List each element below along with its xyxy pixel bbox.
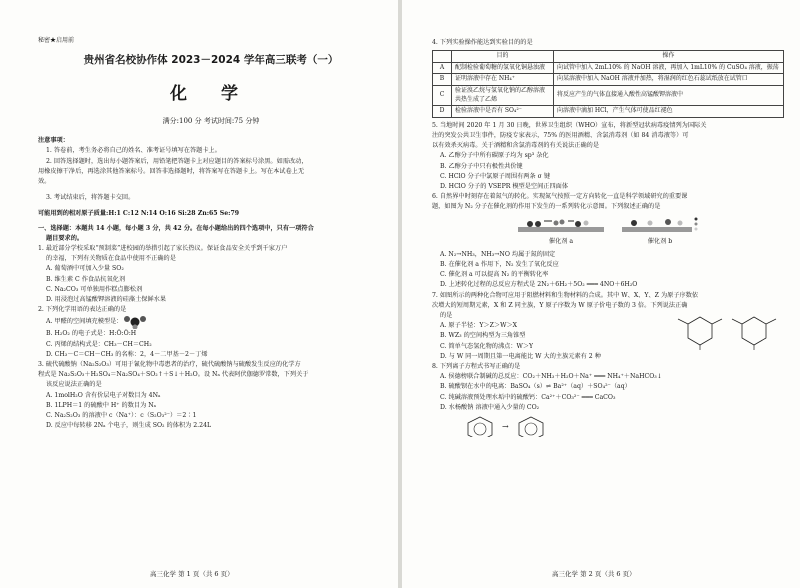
option: D. CH₃－C＝CH－CH₃ 的名称：2，4－二甲基－2－丁烯 xyxy=(46,350,208,358)
table-row xyxy=(433,106,784,118)
exam-page-1 xyxy=(0,0,398,588)
question-8: 8. 下列离子方程式书写正确的是 xyxy=(432,363,521,371)
option: A. 甲醛的空间填充模型是： xyxy=(46,318,123,326)
reaction-arrow-icon: → xyxy=(502,421,509,431)
question-5-cont: 注的突发公共卫生事件，防疫专家表示，75% 的医用酒精、含氯消毒剂（如 84 消毒液等）可 xyxy=(432,131,689,139)
option: D. 与 W 同一周期且第一电离能比 W 大的主族元素有 2 种 xyxy=(440,352,601,360)
notes-title: 注意事项： xyxy=(38,137,69,145)
subject-title: 化 学 xyxy=(170,84,252,105)
question-6: 6. 自然界中时刻存在着氮气的转化。实现氮气按照一定方向转化一直是科学领域研究的重要课 xyxy=(432,193,688,201)
table-row xyxy=(433,85,784,105)
table-cell: B xyxy=(433,74,452,86)
option: B. WZ₃ 的空间构型为三角锥型 xyxy=(440,332,526,340)
option: D. 上述转化过程的总反应方程式是 2N₂＋6H₂＋5O₂ ═══ 4NO＋6H₂O xyxy=(440,281,638,289)
option: A. N₂→NH₃，NH₃→NO 均属于氮的固定 xyxy=(440,250,556,258)
salicylate-reaction-figure xyxy=(462,415,784,437)
page-footer: 高三化学 第 2 页（共 6 页） xyxy=(552,570,636,578)
option: D. 水杨酸钠 溶液中通入少量的 CO₂ xyxy=(440,403,540,411)
question-7-cont: 的是 xyxy=(440,312,453,320)
option: A. 侯德榜联合制碱的总反应：CO₂＋NH₃＋H₂O＋Na⁺ ═══ NH₄⁺＋NaHCO₃↓ xyxy=(440,373,662,381)
question-7-options xyxy=(432,311,533,352)
question-1-cont: 的幸福，下列有关物质在食品中使用不正确的是 xyxy=(46,255,176,263)
catalyst-a-diagram-icon xyxy=(516,215,606,233)
question-7-body xyxy=(432,311,784,352)
benzene-ring-icon xyxy=(462,415,498,437)
option: C. 简单气态氢化物的沸点：W＞Y xyxy=(440,342,534,350)
option: B. 硫酸钡在水中的电离：BaSO₄（s）⇌ Ba²⁺（aq）＋SO₄²⁻（aq） xyxy=(440,383,631,391)
catalyst-b-label: 催化剂 b xyxy=(647,237,673,245)
table-row xyxy=(433,62,784,74)
catalyst-b-diagram-icon xyxy=(620,215,700,233)
page-footer: 高三化学 第 1 页（共 6 页） xyxy=(150,570,234,578)
question-7-cont: 次增大的短周期元素，X 和 Z 同主族，Y 原子序数为 W 原子价电子数的 3 倍。下列说法正确 xyxy=(432,301,688,309)
catalyst-a-label: 催化剂 a xyxy=(548,237,574,245)
score-time-line: 满分:100 分 考试时间:75 分钟 xyxy=(162,117,260,126)
option: B. 在催化剂 a 作用下，N₂ 发生了氧化反应 xyxy=(440,261,559,268)
option: B. H₂O₂ 的电子式是：H:Ö:Ö:H xyxy=(46,330,137,338)
question-4: 4. 下列实验操作能达到实验目的的是 xyxy=(432,39,533,46)
question-2: 2. 下列化学用语的表达正确的是 xyxy=(38,306,127,314)
table-cell: 向试管中加入 2mL10% 的 NaOH 溶液，再加入 1mL10% 的 CuSO₄ 溶液，振荡 xyxy=(554,62,784,74)
section-one-heading-cont: 题目要求的。 xyxy=(46,234,84,242)
catalyst-b-panel xyxy=(620,215,700,247)
exam-page-2 xyxy=(402,0,800,588)
option: B. 乙醇分子中只有极性共价键 xyxy=(440,162,523,170)
option: A. 葡萄酒中可加入少量 SO₂ xyxy=(46,265,124,273)
option: A. 原子半径：Y＞Z＞W＞X xyxy=(440,322,518,330)
exam-title: 贵州省名校协作体 2023－2024 学年高三联考（一） xyxy=(83,54,339,67)
question-3: 3. 硫代硫酸钠（Na₂S₂O₃）可用于氰化物中毒患者的治疗，硫代硫酸钠与硫酸发生反应的化学方 xyxy=(38,361,301,369)
table-cell: 配制检验葡萄糖的氢氧化铜悬浊液 xyxy=(452,62,554,74)
table-cell: 证明溶液中存在 NH₄⁺ xyxy=(452,74,554,86)
table-cell: A xyxy=(433,62,452,74)
option: A. 乙醇分子中所有碳原子均为 sp³ 杂化 xyxy=(440,152,549,160)
table-header xyxy=(433,51,452,63)
option: B. 1LPH＝1 的硫酸中 H⁺ 的数目为 Nₐ xyxy=(46,401,157,409)
option: D. 用浸泡过高锰酸钾溶液的硅藻土保鲜水果 xyxy=(46,296,167,304)
atomic-masses: 可能用到的相对原子质量:H:1 C:12 N:14 O:16 Si:28 Zn:65 Se:79 xyxy=(38,210,240,218)
option: C. 纯碱溶液预处理水垢中的硫酸钙：Ca²⁺＋CO₃²⁻ ═══ CaCO₃ xyxy=(440,393,616,401)
option: D. HClO 分子的 VSEPR 模型是空间正四面体 xyxy=(440,182,569,190)
question-5-cont: 以有效杀灭病毒。关于酒精和含氯消毒剂的有关说法正确的是 xyxy=(432,142,600,150)
table-cell: 向溶液中滴加 HCl，产生气体可使品红褪色 xyxy=(554,106,784,118)
table-cell: C xyxy=(433,85,452,105)
benzene-ring-product-icon xyxy=(513,415,549,437)
option: C. 丙烯的结构式是：CH₃－CH＝CH₂ xyxy=(46,340,152,348)
option: C. Na₂CO₃ 可单独用作糕点膨松剂 xyxy=(46,285,143,293)
question-6-cont: 题，如图为 N₂ 分子在催化剂的作用下发生的一系列转化示意图。下列叙述正确的是 xyxy=(432,203,661,211)
table-header-row xyxy=(433,51,784,63)
section-one-heading: 一、选择题：本题共 14 小题，每小题 3 分，共 42 分。在每小题给出的四个选项中，只有一项符合 xyxy=(38,224,314,232)
ring-structures-icon xyxy=(672,311,784,351)
table-cell: 向某溶液中加入 NaOH 溶液并加热，将湿润的红色石蕊试纸放在试管口 xyxy=(554,74,784,86)
question-5: 5. 当地时间 2020 年 1 月 30 日晚，世界卫生组织（WHO）宣布，将新型冠状病毒疫情列为国际关 xyxy=(432,121,707,129)
question-7: 7. 如图所示的两种化合物可应用于阻燃材料和生物材料的合成。其中 W、X、Y、Z 为原子序数依 xyxy=(432,291,699,299)
table-cell: 检验溶液中是否有 SO₄²⁻ xyxy=(452,106,554,118)
option-with-model xyxy=(38,315,384,329)
question-3-cont: 该反应说法正确的是 xyxy=(46,381,102,389)
catalyst-a-panel xyxy=(516,215,606,247)
option: B. 维生素 C 作食品抗氧化剂 xyxy=(46,275,126,283)
catalyst-figure xyxy=(432,215,784,247)
table-cell: 将反应产生的气体直接通入酸性高锰酸钾溶液中 xyxy=(554,85,784,105)
option: C. Na₂S₂O₃ 的溶液中 c（Na⁺）：c（S₂O₃²⁻）＝2∶1 xyxy=(46,412,197,420)
table-row xyxy=(433,74,784,86)
experiment-table xyxy=(432,50,784,118)
option: A. 1molH₂O 含有价层电子对数目为 4Nₐ xyxy=(46,391,161,399)
table-cell: D xyxy=(433,106,452,118)
question-3-cont: 程式是 Na₂S₂O₃＋H₂SO₄＝Na₂SO₄＋SO₂↑＋S↓＋H₂O。设 Nₐ 代表阿伏伽德罗常数，下列关于 xyxy=(38,371,309,379)
formaldehyde-model-icon xyxy=(122,315,148,329)
note-line: 用橡皮擦干净后，再选涂其他答案标号。回答非选择题时，将答案写在答题卡上。写在本试卷上无 xyxy=(38,167,305,175)
secret-label: 秘密★启用前 xyxy=(38,37,75,44)
option: C. 催化剂 a 可以提高 N₂ 的平衡转化率 xyxy=(440,271,549,279)
note-line: 2. 回答选择题时，选出每小题答案后，用铅笔把答题卡上对应题目的答案标号涂黑。如需改动， xyxy=(46,157,308,165)
note-line: 效。 xyxy=(38,178,51,186)
note-line: 1. 答卷前，考生务必将自己的姓名、准考证号填写在答题卡上。 xyxy=(46,147,221,155)
table-header: 操作 xyxy=(554,51,784,63)
note-line: 3. 考试结束后，将答题卡交回。 xyxy=(46,194,135,202)
table-header: 目的 xyxy=(452,51,554,63)
option: C. HClO 分子中氯原子周围有两条 σ 键 xyxy=(440,172,551,180)
question-1: 1. 最近部分学校采取“预制菜”进校园的举措引起了家长热议。保证食品安全关乎到千家万户 xyxy=(38,245,288,253)
table-cell: 验证溴乙烷与氢氧化钠的乙醇溶液共热生成了乙烯 xyxy=(452,85,554,105)
option: D. 反应中每转移 2Nₐ 个电子，则生成 SO₂ 的体积为 2.24L xyxy=(46,422,212,430)
